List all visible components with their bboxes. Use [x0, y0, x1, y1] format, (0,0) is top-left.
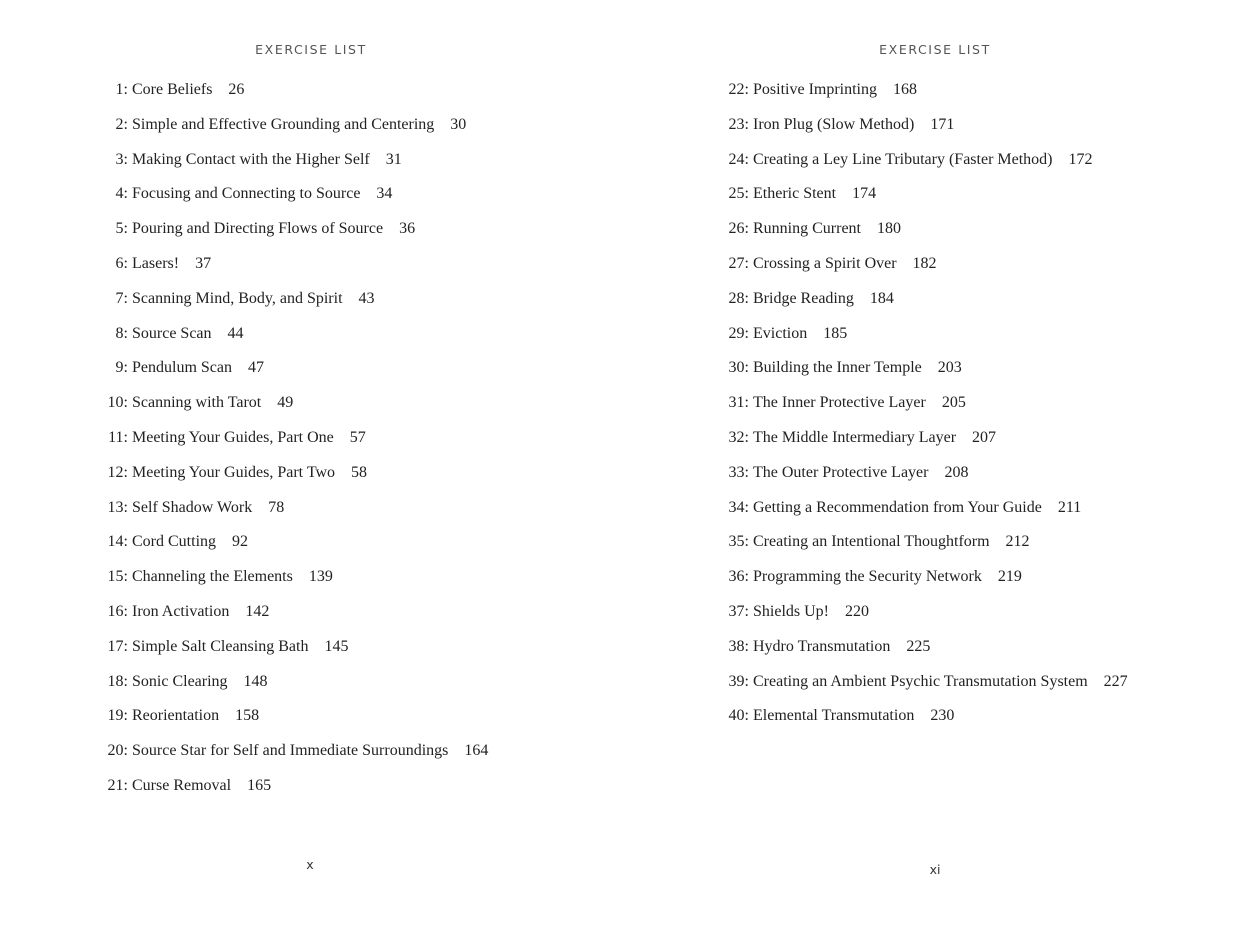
exercise-page-number: 47: [248, 359, 264, 377]
exercise-title: The Inner Protective Layer: [753, 394, 926, 412]
exercise-entry: [728, 498, 1128, 533]
exercise-number: 3:: [115, 150, 128, 168]
exercise-page-number: 168: [893, 81, 917, 98]
exercise-number: 11:: [108, 428, 128, 446]
exercise-title: Pendulum Scan: [132, 359, 232, 377]
exercise-title: Shields Up!: [753, 602, 829, 620]
exercise-title: Positive Imprinting: [753, 81, 877, 98]
exercise-entry: [728, 706, 1128, 741]
exercise-entry: [728, 324, 1128, 359]
exercise-entry: [104, 150, 488, 185]
exercise-number: 15:: [107, 568, 128, 586]
exercise-entry: [728, 393, 1128, 428]
exercise-page-number: 165: [247, 776, 272, 794]
exercise-page-number: 139: [308, 568, 333, 586]
exercise-entry: [104, 602, 488, 637]
exercise-page-number: 225: [906, 637, 931, 655]
exercise-number: 25:: [728, 185, 749, 203]
exercise-title: Cord Cutting: [132, 533, 217, 551]
exercise-number: 7:: [115, 289, 128, 307]
exercise-entry: [728, 289, 1128, 324]
exercise-page-number: 208: [944, 463, 969, 481]
exercise-title: The Outer Protective Layer: [753, 463, 929, 481]
exercise-title: Programming the Security Network: [753, 568, 982, 586]
exercise-number: 29:: [728, 324, 749, 342]
exercise-number: 17:: [107, 637, 128, 655]
exercise-number: 40:: [728, 707, 749, 725]
exercise-title: Crossing a Spirit Over: [753, 254, 897, 272]
exercise-number: 4:: [115, 185, 128, 203]
exercise-number: 14:: [107, 533, 128, 551]
exercise-page-number: 30: [450, 115, 467, 133]
exercise-entry: [728, 428, 1128, 463]
exercise-entry: [728, 115, 1128, 150]
right-page: [621, 0, 1243, 937]
exercise-entry: [104, 637, 488, 672]
exercise-entry: [104, 289, 488, 324]
exercise-entry: [728, 184, 1128, 219]
exercise-page-number: 203: [937, 359, 962, 377]
exercise-number: 16:: [107, 602, 128, 620]
exercise-title: Simple and Effective Grounding and Centering: [132, 115, 435, 133]
exercise-entry: [728, 672, 1128, 707]
exercise-page-number: 219: [997, 568, 1022, 586]
exercise-title: Source Star for Self and Immediate Surroundings: [132, 742, 449, 760]
exercise-entry: [728, 80, 1128, 115]
exercise-page-number: 230: [930, 707, 955, 725]
exercise-title: Scanning Mind, Body, and Spirit: [132, 289, 343, 307]
exercise-entry: [728, 254, 1128, 289]
page-number: xi: [929, 862, 941, 877]
exercise-number: 12:: [107, 463, 128, 481]
exercise-entry: [104, 428, 488, 463]
exercise-page-number: 211: [1057, 498, 1082, 516]
exercise-page-number: 184: [869, 289, 894, 307]
exercise-entry: [728, 463, 1128, 498]
exercise-page-number: 174: [852, 185, 877, 203]
exercise-title: Sonic Clearing: [132, 672, 228, 690]
exercise-list: [728, 80, 1128, 741]
exercise-title: Hydro Transmutation: [753, 637, 891, 655]
exercise-number: 23:: [728, 115, 749, 133]
exercise-number: 39:: [728, 672, 749, 690]
exercise-entry: [104, 358, 488, 393]
running-head: EXERCISE LIST: [879, 42, 991, 57]
exercise-page-number: 227: [1103, 672, 1128, 690]
exercise-page-number: 220: [845, 602, 869, 620]
exercise-page-number: 205: [941, 394, 966, 412]
exercise-entry: [104, 672, 488, 707]
exercise-entry: [104, 219, 488, 254]
exercise-entry: [728, 532, 1128, 567]
exercise-number: 20:: [107, 742, 128, 760]
exercise-title: Meeting Your Guides, Part Two: [132, 463, 336, 481]
exercise-page-number: 78: [268, 498, 285, 516]
exercise-title: Source Scan: [132, 324, 212, 342]
exercise-title: Eviction: [753, 324, 808, 342]
exercise-entry: [104, 115, 488, 150]
exercise-number: 36:: [728, 568, 749, 586]
exercise-entry: [104, 80, 488, 115]
exercise-page-number: 49: [277, 394, 294, 412]
exercise-title: Reorientation: [132, 707, 220, 725]
exercise-page-number: 43: [358, 289, 375, 307]
exercise-entry: [104, 741, 488, 776]
exercise-title: Self Shadow Work: [132, 498, 253, 516]
exercise-number: 1:: [115, 81, 128, 98]
exercise-number: 10:: [107, 394, 128, 412]
exercise-entry: [728, 637, 1128, 672]
exercise-page-number: 164: [464, 742, 489, 760]
exercise-page-number: 182: [912, 254, 937, 272]
exercise-number: 28:: [728, 289, 749, 307]
exercise-entry: [104, 567, 488, 602]
exercise-number: 8:: [115, 324, 128, 342]
exercise-number: 6:: [115, 254, 128, 272]
exercise-page-number: 158: [235, 707, 260, 725]
exercise-number: 30:: [728, 359, 749, 377]
exercise-number: 26:: [728, 220, 749, 238]
exercise-title: Elemental Transmutation: [753, 707, 915, 725]
exercise-number: 9:: [115, 359, 128, 377]
exercise-title: Creating an Ambient Psychic Transmutation System: [753, 672, 1088, 690]
page-number: x: [306, 857, 314, 872]
exercise-entry: [728, 602, 1128, 637]
exercise-number: 22:: [728, 81, 749, 98]
exercise-page-number: 31: [385, 150, 402, 168]
running-head: EXERCISE LIST: [255, 42, 367, 57]
exercise-entry: [104, 393, 488, 428]
exercise-page-number: 58: [351, 463, 368, 481]
exercise-entry: [104, 498, 488, 533]
exercise-page-number: 207: [972, 428, 997, 446]
exercise-list: [104, 80, 488, 811]
exercise-page-number: 172: [1068, 150, 1093, 168]
exercise-number: 19:: [107, 707, 128, 725]
exercise-number: 21:: [107, 776, 128, 794]
exercise-title: The Middle Intermediary Layer: [753, 428, 957, 446]
exercise-title: Scanning with Tarot: [132, 394, 262, 412]
exercise-page-number: 180: [877, 220, 901, 238]
exercise-entry: [104, 706, 488, 741]
exercise-page-number: 212: [1005, 533, 1030, 551]
exercise-entry: [104, 776, 488, 811]
exercise-page-number: 37: [195, 254, 212, 272]
exercise-title: Creating a Ley Line Tributary (Faster Method): [753, 150, 1053, 168]
exercise-title: Running Current: [753, 220, 861, 238]
exercise-entry: [728, 567, 1128, 602]
exercise-number: 13:: [107, 498, 128, 516]
exercise-number: 37:: [728, 602, 749, 620]
exercise-entry: [728, 358, 1128, 393]
exercise-title: Creating an Intentional Thoughtform: [753, 533, 990, 551]
exercise-title: Iron Activation: [132, 602, 230, 620]
exercise-title: Etheric Stent: [753, 185, 837, 203]
exercise-entry: [104, 184, 488, 219]
exercise-title: Curse Removal: [132, 776, 232, 794]
exercise-page-number: 185: [823, 324, 848, 342]
exercise-number: 34:: [728, 498, 749, 516]
exercise-entry: [728, 219, 1128, 254]
exercise-title: Lasers!: [132, 254, 180, 272]
exercise-page-number: 36: [399, 220, 416, 238]
exercise-page-number: 57: [349, 428, 366, 446]
exercise-number: 27:: [728, 254, 749, 272]
left-page: [0, 0, 621, 937]
exercise-title: Pouring and Directing Flows of Source: [132, 220, 384, 238]
exercise-number: 24:: [728, 150, 749, 168]
exercise-number: 31:: [728, 394, 749, 412]
exercise-entry: [104, 463, 488, 498]
exercise-title: Bridge Reading: [753, 289, 854, 307]
exercise-number: 2:: [115, 115, 128, 133]
exercise-entry: [104, 254, 488, 289]
exercise-title: Focusing and Connecting to Source: [132, 185, 361, 203]
exercise-title: Simple Salt Cleansing Bath: [132, 637, 309, 655]
exercise-number: 33:: [728, 463, 749, 481]
exercise-entry: [728, 150, 1128, 185]
exercise-page-number: 142: [245, 602, 270, 620]
exercise-page-number: 145: [324, 637, 349, 655]
exercise-title: Iron Plug (Slow Method): [753, 115, 915, 133]
exercise-title: Core Beliefs: [132, 81, 213, 98]
exercise-page-number: 148: [243, 672, 268, 690]
exercise-title: Making Contact with the Higher Self: [132, 150, 370, 168]
exercise-page-number: 34: [376, 185, 393, 203]
exercise-number: 18:: [107, 672, 128, 690]
exercise-number: 38:: [728, 637, 749, 655]
exercise-title: Building the Inner Temple: [753, 359, 922, 377]
exercise-title: Meeting Your Guides, Part One: [132, 428, 334, 446]
exercise-page-number: 26: [228, 81, 245, 98]
exercise-title: Getting a Recommendation from Your Guide: [753, 498, 1042, 516]
exercise-page-number: 44: [227, 324, 244, 342]
exercise-number: 5:: [115, 220, 128, 238]
exercise-number: 32:: [728, 428, 749, 446]
exercise-page-number: 171: [930, 115, 955, 133]
exercise-title: Channeling the Elements: [132, 568, 293, 586]
exercise-number: 35:: [728, 533, 749, 551]
exercise-page-number: 92: [232, 533, 249, 551]
exercise-entry: [104, 324, 488, 359]
exercise-entry: [104, 532, 488, 567]
